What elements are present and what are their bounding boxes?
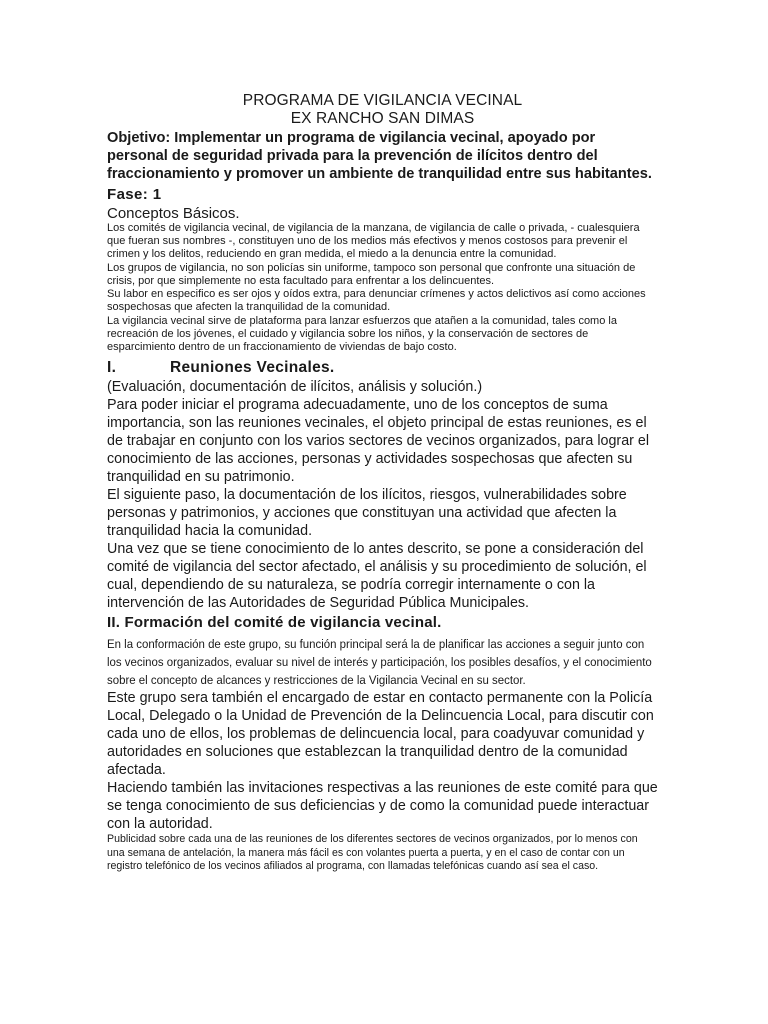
objective-paragraph: Objetivo: Implementar un programa de vigilancia vecinal, apoyado por personal de seguridad privada para la prevención de ilícitos dentro del fraccionamiento y promover un ambiente de tranquilidad entre sus habitantes. bbox=[107, 130, 652, 183]
concepts-paragraph: Los grupos de vigilancia, no son policías sin uniforme, tampoco son personal que confronte una situación de crisis, por que simplemente no esta facultado para enfrentar a los delincuentes. bbox=[107, 261, 636, 287]
section-1-heading bbox=[107, 358, 658, 378]
section-1-number: I. bbox=[107, 358, 117, 376]
section-1-title: Reuniones Vecinales. bbox=[170, 358, 335, 376]
document-title-line-2: EX RANCHO SAN DIMAS bbox=[290, 110, 475, 127]
document-title-line-1: PROGRAMA DE VIGILANCIA VECINAL bbox=[242, 92, 523, 109]
section-2-paragraph: Haciendo también las invitaciones respectivas a las reuniones de este comité para que se tenga conocimiento de sus deficiencias y de como la comunidad puede interactuar con la autoridad. bbox=[107, 780, 658, 833]
concepts-paragraph: Los comités de vigilancia vecinal, de vigilancia de la manzana, de vigilancia de calle o privada, - cualesquiera que fueran sus nombres -, constituyen uno de los medios más efectivos y menos costosos para prevenir el crimen y los delitos, reduciendo en gran medida, el miedo a la denuncia entre la comunidad. bbox=[107, 221, 640, 261]
basic-concepts-heading: Conceptos Básicos. bbox=[107, 204, 240, 222]
concepts-paragraph: La vigilancia vecinal sirve de plataforma para lanzar esfuerzos que atañen a la comunidad, tales como la recreación de los jóvenes, el cuidado y vigilancia sobre los niños, y la conservación de sectores de esparcimiento dentro de un fraccionamiento de viviendas de bajo costo. bbox=[107, 314, 617, 354]
section-1-paragraph: El siguiente paso, la documentación de los ilícitos, riesgos, vulnerabilidades sobre personas y patrimonios, y acciones que constituyan una actividad que afecten la tranquilidad hacia la comunidad. bbox=[107, 486, 627, 539]
section-2-paragraph: Este grupo sera también el encargado de estar en contacto permanente con la Policía Local, Delegado o la Unidad de Prevención de la Delincuencia Local, para discutir con cada uno de ellos, los problemas de delincuencia local, para coadyuvar comunidad y autoridades en soluciones que establezcan la tranquilidad dentro de la comunidad afectada. bbox=[107, 690, 654, 779]
section-1-paragraph: Para poder iniciar el programa adecuadamente, uno de los conceptos de suma importancia, son las reuniones vecinales, el objeto principal de estas reuniones, es el de trabajar en conjunto con los varios sectores de vecinos organizados, para lograr el conocimiento de las acciones, personas y actividades sospechosas que afecten su tranquilidad en su patrimonio. bbox=[107, 396, 650, 485]
section-1-subtitle: (Evaluación, documentación de ilícitos, análisis y solución.) bbox=[107, 378, 483, 395]
section-1-paragraph: Una vez que se tiene conocimiento de lo antes descrito, se pone a consideración del comité de vigilancia del sector afectado, el análisis y su procedimiento de solución, el cual, dependiendo de su naturaleza, se podría corregir internamente o con la intervención de las Autoridades de Seguridad Pública Municipales. bbox=[107, 540, 647, 611]
phase-heading: Fase: 1 bbox=[107, 185, 162, 203]
section-2-heading: II. Formación del comité de vigilancia vecinal. bbox=[107, 613, 442, 631]
concepts-paragraph: Su labor en especifico es ser ojos y oídos extra, para denunciar crímenes y actos delictivos así como acciones sospechosas que afecten la tranquilidad de la comunidad. bbox=[107, 288, 646, 314]
section-2-narrow-paragraph: En la conformación de este grupo, su función principal será la de planificar las acciones a seguir junto con los vecinos organizados, evaluar su nivel de interés y participación, los posibles desafíos, y el conocimiento sobre el concepto de alcances y restricciones de la Vigilancia Vecinal en su sector. bbox=[107, 636, 652, 688]
section-2-small-paragraph: Publicidad sobre cada una de las reuniones de los diferentes sectores de vecinos organizados, por lo menos con una semana de antelación, la manera más fácil es con volantes puerta a puerta, y en el caso de contar con un registro telefónico de los vecinos afiliados al programa, con llamadas telefónicas cuando así sea el caso. bbox=[107, 833, 638, 872]
